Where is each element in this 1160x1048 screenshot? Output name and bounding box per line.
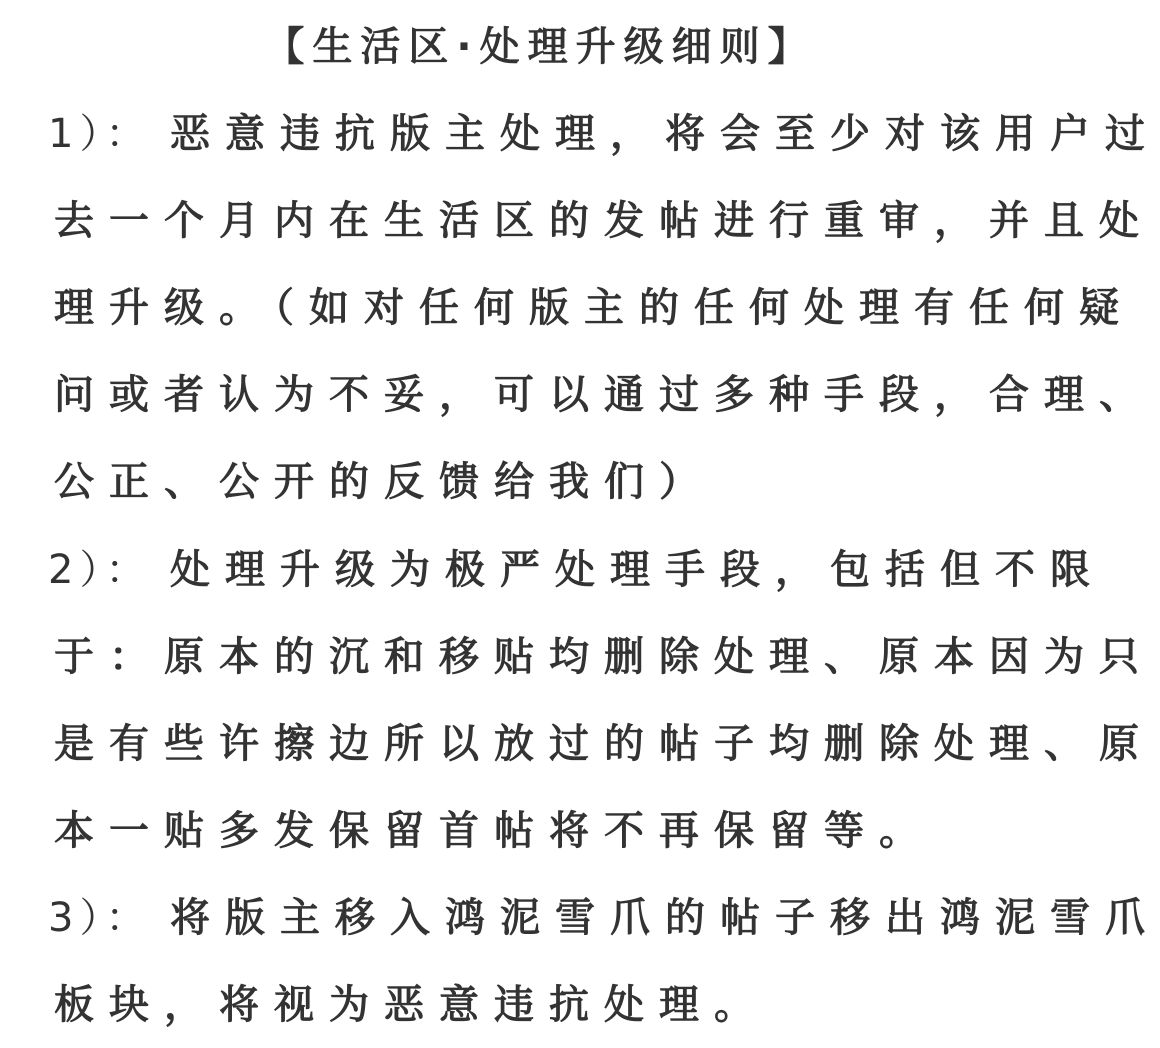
rule-item-1-line-1 [48, 104, 1160, 164]
rule-item-2-line-1 [48, 540, 1105, 600]
rule-item-1-number: 1）： [48, 111, 152, 157]
rule-item-2-line-4: 本一贴多发保留首帖将不再保留等。 [54, 808, 934, 854]
rule-item-1-text: 恶意违抗版主处理，将会至少对该用户过 [170, 111, 1160, 157]
rule-item-3-number: 3）： [48, 895, 152, 941]
rule-item-2-line-3: 是有些许擦边所以放过的帖子均删除处理、原 [54, 721, 1154, 767]
rule-item-3-line-2: 板块，将视为恶意违抗处理。 [54, 982, 769, 1028]
rule-item-2-text: 处理升级为极严处理手段，包括但不限 [170, 547, 1105, 593]
rule-item-2-number: 2）： [48, 547, 152, 593]
rule-item-3-line-1 [48, 888, 1160, 948]
document-title: 【生活区·处理升级细则】 [264, 24, 816, 70]
rule-item-1-line-4: 问或者认为不妥，可以通过多种手段，合理、 [54, 372, 1154, 418]
rule-item-1-line-2: 去一个月内在生活区的发帖进行重审，并且处 [54, 198, 1154, 244]
rule-item-1-line-5: 公正、公开的反馈给我们） [54, 459, 714, 505]
rule-item-1-line-3: 理升级。（如对任何版主的任何处理有任何疑 [54, 285, 1134, 331]
rule-item-2-line-2: 于：原本的沉和移贴均删除处理、原本因为只 [54, 634, 1154, 680]
rule-item-3-text: 将版主移入鸿泥雪爪的帖子移出鸿泥雪爪 [170, 895, 1160, 941]
